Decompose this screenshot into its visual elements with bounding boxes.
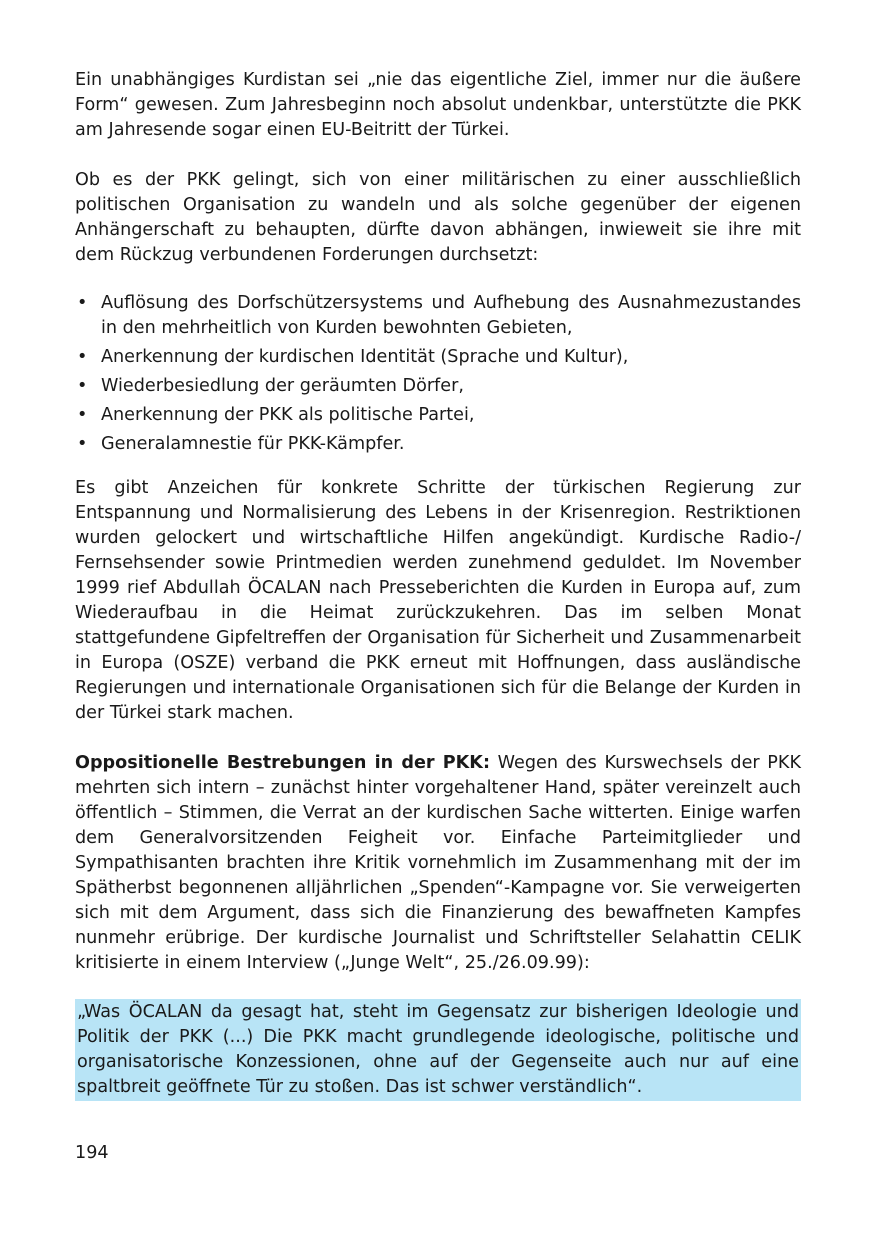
bullet-marker: •	[77, 347, 88, 367]
list-item-text: Generalamnestie für PKK-Kämpfer.	[101, 434, 405, 454]
list-item-text: Auflösung des Dorfschützersystems und Aufhebung des Ausnahmezustandes in den mehrheitlich von Kurden bewohnten Gebieten,	[101, 293, 801, 338]
list-item	[75, 291, 801, 341]
list-item-text: Anerkennung der PKK als politische Partei,	[101, 405, 475, 425]
paragraph-kurdistan-goal: Ein unabhängiges Kurdistan sei „nie das eigentliche Ziel, immer nur die äußere Form“ gewesen. Zum Jahresbeginn noch absolut undenkbar, unterstützte die PKK am Jahresende sogar einen EU-Beitritt der Türkei.	[75, 70, 801, 140]
bullet-marker: •	[77, 405, 88, 425]
bullet-marker: •	[77, 293, 88, 313]
bullet-marker: •	[77, 434, 88, 454]
list-item	[75, 403, 801, 428]
page-number: 194	[75, 1143, 109, 1163]
demands-list	[75, 291, 801, 457]
section-body: Wegen des Kurswechsels der PKK mehrten sich intern – zunächst hinter vorgehaltener Hand, später vereinzelt auch öffentlich – Stimmen, die Verrat an der kurdischen Sache witterten. Einige warfen dem Generalvorsitzenden Feigheit vor. Einfache Parteimitglieder und Sympathisanten brachten ihre Kritik vornehmlich im Zusammenhang mit der im Spätherbst begonnenen alljährlichen „Spenden“-Kampagne vor. Sie verweigerten sich mit dem Argument, dass sich die Finanzierung des bewaffneten Kampfes nunmehr erübrige. Der kurdische Journalist und Schriftsteller Selahattin CELIK kritisierte in einem Interview („Junge Welt“, 25./26.09.99):	[75, 753, 801, 973]
list-item-text: Anerkennung der kurdischen Identität (Sprache und Kultur),	[101, 347, 629, 367]
quote-box	[75, 999, 801, 1101]
list-item	[75, 432, 801, 457]
document-page	[75, 68, 801, 1101]
section-heading: Oppositionelle Bestrebungen in der PKK:	[75, 753, 490, 773]
quote-text: „Was ÖCALAN da gesagt hat, steht im Gegensatz zur bisherigen Ideologie und Politik der PKK (...) Die PKK macht grundlegende ideologische, politische und organisatorische Konzessionen, ohne auf der Gegenseite auch nur auf eine spaltbreit geöffnete Tür zu stoßen. Das ist schwer verständlich“.	[77, 1002, 799, 1097]
paragraph-turkish-government: Es gibt Anzeichen für konkrete Schritte der türkischen Regierung zur Entspannung und Normalisierung des Lebens in der Krisenregion. Restriktionen wurden gelockert und wirtschaftliche Hilfen angekündigt. Kurdische Radio-/ Fernsehsender sowie Printmedien werden zunehmend geduldet. Im November 1999 rief Abdullah ÖCALAN nach Presseberichten die Kurden in Europa auf, zum Wiederaufbau in die Heimat zurückzukehren. Das im selben Monat stattgefundene Gipfeltreffen der Organisation für Sicherheit und Zusammenarbeit in Europa (OSZE) verband die PKK erneut mit Hoffnungen, dass ausländische Regierungen und internationale Organisationen sich für die Belange der Kurden in der Türkei stark machen.	[75, 478, 801, 723]
bullet-marker: •	[77, 376, 88, 396]
paragraph-pkk-transformation: Ob es der PKK gelingt, sich von einer militärischen zu einer ausschließlich politischen Organisation zu wandeln und als solche gegenüber der eigenen Anhängerschaft zu behaupten, dürfte davon abhängen, inwieweit sie ihre mit dem Rückzug verbundenen Forderungen durchsetzt:	[75, 170, 801, 265]
list-item	[75, 345, 801, 370]
list-item-text: Wiederbesiedlung der geräumten Dörfer,	[101, 376, 464, 396]
paragraph-opposition	[75, 751, 801, 976]
list-item	[75, 374, 801, 399]
